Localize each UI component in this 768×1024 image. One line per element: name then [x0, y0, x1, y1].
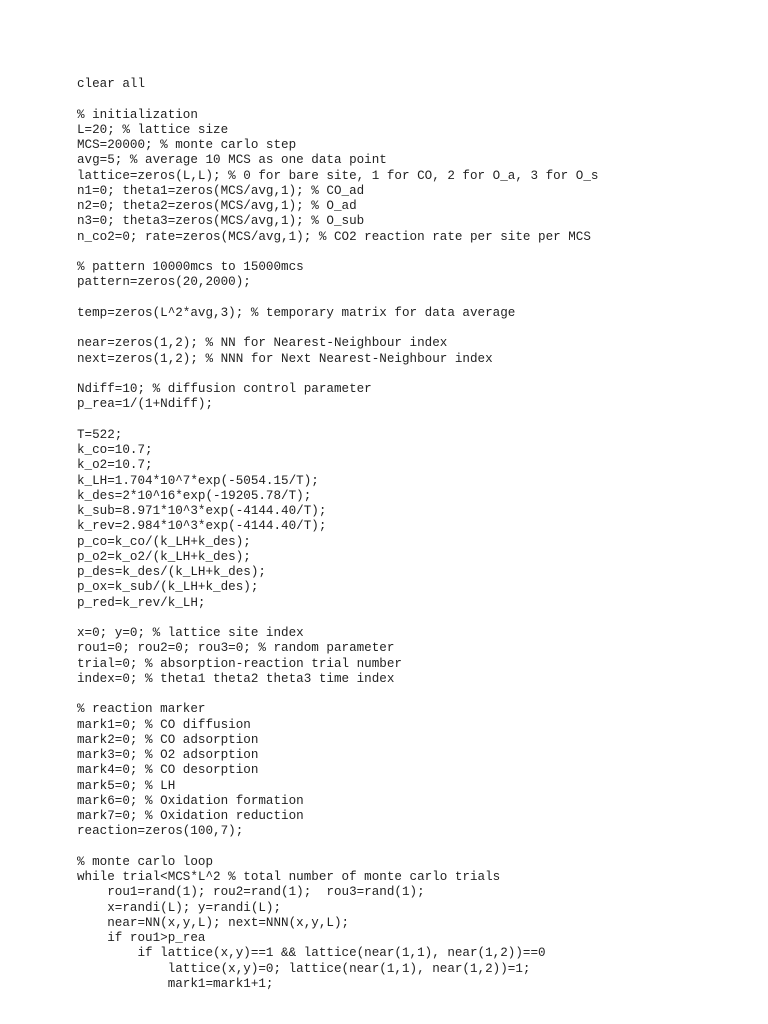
- code-line: avg=5; % average 10 MCS as one data point: [77, 153, 387, 168]
- code-line: mark7=0; % Oxidation reduction: [77, 809, 304, 823]
- code-line: n1=0; theta1=zeros(MCS/avg,1); % CO_ad: [77, 183, 365, 198]
- code-line: trial=0; % absorption-reaction trial number: [77, 656, 402, 671]
- code-line: if lattice(x,y)==1 && lattice(near(1,1), near(1,2))==0: [77, 946, 546, 961]
- code-line: mark4=0; % CO desorption: [77, 763, 259, 778]
- code-line: p_ox=k_sub/(k_LH+k_des);: [77, 580, 259, 595]
- code-line: lattice=zeros(L,L); % 0 for bare site, 1 for CO, 2 for O_a, 3 for O_s: [77, 168, 599, 183]
- code-line: temp=zeros(L^2*avg,3); % temporary matrix for data average: [77, 305, 516, 320]
- code-line: mark1=mark1+1;: [77, 976, 274, 991]
- code-line: k_LH=1.704*10^7*exp(-5054.15/T);: [77, 473, 319, 488]
- code-line: % pattern 10000mcs to 15000mcs: [77, 260, 304, 274]
- code-line: [77, 92, 598, 107]
- code-line: [77, 840, 598, 855]
- code-line: mark6=0; % Oxidation formation: [77, 793, 304, 808]
- code-line: lattice(x,y)=0; lattice(near(1,1), near(1,2))=1;: [77, 961, 531, 976]
- code-line: Ndiff=10; % diffusion control parameter: [77, 382, 372, 396]
- code-line: next=zeros(1,2); % NNN for Next Nearest-Neighbour index: [77, 351, 493, 366]
- code-line: k_co=10.7;: [77, 443, 153, 457]
- code-line: [77, 687, 598, 702]
- code-line: % reaction marker: [77, 702, 206, 717]
- code-line: [77, 611, 598, 626]
- code-line: near=NN(x,y,L); next=NNN(x,y,L);: [77, 915, 350, 930]
- code-line: p_co=k_co/(k_LH+k_des);: [77, 534, 251, 549]
- code-line: % monte carlo loop: [77, 854, 214, 869]
- code-line: near=zeros(1,2); % NN for Nearest-Neighbour index: [77, 336, 448, 351]
- code-line: index=0; % theta1 theta2 theta3 time index: [77, 671, 395, 686]
- code-line: x=randi(L); y=randi(L);: [77, 900, 282, 915]
- code-line: mark1=0; % CO diffusion: [77, 717, 251, 732]
- code-line: k_sub=8.971*10^3*exp(-4144.40/T);: [77, 504, 327, 518]
- code-line: [77, 321, 598, 336]
- code-line: mark3=0; % O2 adsorption: [77, 748, 259, 762]
- code-line: reaction=zeros(100,7);: [77, 824, 244, 839]
- code-line: L=20; % lattice size: [77, 122, 229, 137]
- code-line: if rou1>p_rea: [77, 931, 206, 945]
- code-line: k_des=2*10^16*exp(-19205.78/T);: [77, 488, 312, 503]
- code-line: [77, 245, 598, 260]
- code-line: p_o2=k_o2/(k_LH+k_des);: [77, 549, 251, 564]
- code-line: mark2=0; % CO adsorption: [77, 732, 259, 747]
- code-line: T=522;: [77, 427, 123, 442]
- code-line: pattern=zeros(20,2000);: [77, 275, 251, 290]
- code-line: MCS=20000; % monte carlo step: [77, 138, 297, 152]
- code-line: rou1=0; rou2=0; rou3=0; % random parameter: [77, 641, 395, 656]
- code-line: p_red=k_rev/k_LH;: [77, 595, 206, 610]
- code-line: n3=0; theta3=zeros(MCS/avg,1); % O_sub: [77, 214, 365, 229]
- code-line: clear all: [77, 77, 146, 91]
- code-line: [77, 413, 598, 428]
- code-block: [77, 77, 598, 992]
- code-line: [77, 291, 598, 306]
- code-line: k_rev=2.984*10^3*exp(-4144.40/T);: [77, 519, 327, 534]
- code-line: n_co2=0; rate=zeros(MCS/avg,1); % CO2 reaction rate per site per MCS: [77, 229, 591, 244]
- code-line: x=0; y=0; % lattice site index: [77, 626, 304, 640]
- code-line: while trial<MCS*L^2 % total number of monte carlo trials: [77, 870, 501, 884]
- code-line: rou1=rand(1); rou2=rand(1); rou3=rand(1);: [77, 885, 425, 900]
- code-line: k_o2=10.7;: [77, 458, 153, 473]
- code-line: % initialization: [77, 107, 198, 122]
- code-line: n2=0; theta2=zeros(MCS/avg,1); % O_ad: [77, 199, 357, 213]
- code-line: mark5=0; % LH: [77, 778, 176, 793]
- code-line: [77, 367, 598, 382]
- code-line: p_rea=1/(1+Ndiff);: [77, 397, 214, 412]
- code-line: p_des=k_des/(k_LH+k_des);: [77, 565, 266, 579]
